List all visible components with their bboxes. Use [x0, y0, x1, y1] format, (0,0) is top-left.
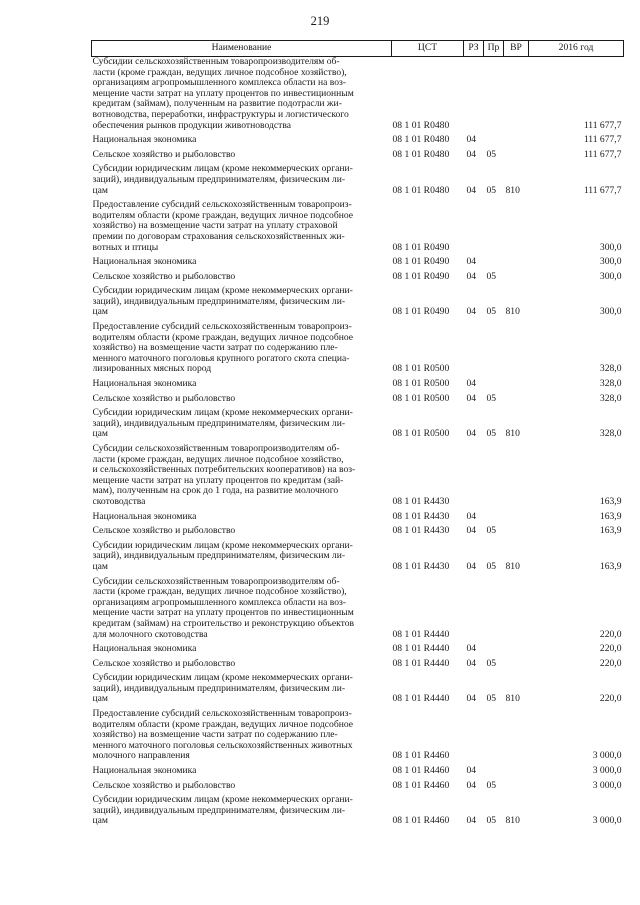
row-rz: 04: [466, 815, 477, 827]
row-name-line: ласти (кроме граждан, ведущих личное подсобное хозяйство,: [92, 454, 344, 465]
row-vr: 810: [505, 184, 520, 196]
row-name-line: Предоставление субсидий сельскохозяйственным товаропроиз-: [92, 709, 352, 720]
row-vr: [504, 777, 529, 792]
table-row: [92, 318, 624, 375]
row-sum: 220,0: [599, 657, 622, 669]
row-pr: [484, 131, 504, 146]
row-pr: 05: [486, 815, 497, 827]
row-name-line: заций), индивидуальным предпринимателям, физическим ли-: [92, 805, 346, 816]
row-name: [92, 282, 392, 318]
row-cst: 08 1 01 R4430: [392, 495, 450, 507]
row-name-line: Национальная экономика: [92, 766, 197, 777]
table-row: [92, 404, 624, 440]
row-name-line: заций), индивидуальным предпринимателям, физическим ли-: [92, 551, 346, 562]
row-pr: [484, 573, 504, 641]
table-row: [92, 762, 624, 777]
page-number: 219: [310, 14, 330, 28]
row-sum: 111 677,7: [583, 148, 622, 160]
row-cst: 08 1 01 R0490: [392, 256, 450, 268]
row-name-line: Предоставление субсидий сельскохозяйственным товаропроиз-: [92, 322, 352, 333]
row-name: [92, 762, 392, 777]
table-row: [92, 777, 624, 792]
row-cst: 08 1 01 R0490: [392, 270, 450, 282]
row-name-line: менного маточного поголовья сельскохозяйственных животных: [92, 740, 353, 751]
row-name-line: ласти (кроме граждан, ведущих личное подсобное хозяйство),: [92, 587, 347, 598]
row-name-line: Национальная экономика: [92, 644, 197, 655]
row-vr: [504, 318, 529, 375]
row-name-line: премии по договорам страхования сельскохозяйственных жи-: [92, 231, 345, 242]
row-cst: 08 1 01 R4440: [392, 657, 450, 669]
row-vr: 810: [505, 815, 520, 827]
row-name-line: мещение части затрат на уплату процентов по инвестиционным: [92, 608, 354, 619]
table-row: [92, 146, 624, 161]
row-sum: 328,0: [599, 363, 622, 375]
row-pr: [484, 375, 504, 390]
row-pr: [484, 253, 504, 268]
row-name-line: цам: [92, 816, 108, 827]
row-name-line: хозяйство) на возмещение части затрат по содержанию пле-: [92, 730, 338, 741]
table-body: [92, 57, 624, 828]
row-cst: 08 1 01 R4430: [392, 525, 450, 537]
table-row: [92, 390, 624, 405]
row-rz: 04: [466, 306, 477, 318]
row-pr: [484, 508, 504, 523]
row-rz: 04: [466, 428, 477, 440]
row-sum: 163,9: [599, 510, 622, 522]
row-cst: 08 1 01 R4460: [392, 779, 450, 791]
row-name-line: для молочного скотоводства: [92, 629, 208, 640]
row-sum: 328,0: [599, 392, 622, 404]
row-pr: [484, 762, 504, 777]
row-name: [92, 669, 392, 705]
row-pr: 05: [486, 525, 497, 537]
row-rz: 04: [466, 378, 477, 390]
row-cst: 08 1 01 R0500: [392, 428, 450, 440]
row-name-line: цам: [92, 307, 108, 318]
row-name: [92, 440, 392, 508]
row-name-line: водителям области (кроме граждан, ведущих личное подсобное: [92, 332, 354, 343]
row-vr: [504, 508, 529, 523]
row-name-line: ласти (кроме граждан, ведущих личное подсобное хозяйство),: [92, 67, 347, 78]
row-sum: 220,0: [599, 628, 622, 640]
row-name-line: водителям области (кроме граждан, ведущих личное подсобное: [92, 719, 354, 730]
table-row: [92, 537, 624, 573]
row-sum: 220,0: [599, 693, 622, 705]
row-pr: 05: [486, 657, 497, 669]
table-row: [92, 131, 624, 146]
row-name: [92, 375, 392, 390]
row-name-line: Субсидии юридическим лицам (кроме некоммерческих органи-: [92, 164, 353, 175]
row-rz: 04: [466, 779, 477, 791]
table-row: [92, 196, 624, 253]
row-rz: 04: [466, 392, 477, 404]
row-pr: [484, 318, 504, 375]
row-sum: 328,0: [599, 428, 622, 440]
row-sum: 3 000,0: [592, 779, 622, 791]
row-rz: 04: [466, 657, 477, 669]
row-name: [92, 537, 392, 573]
row-name: [92, 640, 392, 655]
row-vr: [504, 440, 529, 508]
table-row: [92, 640, 624, 655]
row-sum: 111 677,7: [583, 134, 622, 146]
row-cst: 08 1 01 R0480: [392, 119, 450, 131]
row-pr: [484, 705, 504, 762]
row-rz: 04: [466, 148, 477, 160]
row-name: [92, 390, 392, 405]
header-pr: Пр: [484, 41, 504, 57]
row-sum: 220,0: [599, 643, 622, 655]
table-row: [92, 440, 624, 508]
row-name-line: молочного направления: [92, 751, 190, 762]
row-vr: 810: [505, 560, 520, 572]
row-sum: 3 000,0: [592, 815, 622, 827]
row-sum: 300,0: [599, 256, 622, 268]
row-name: [92, 573, 392, 641]
row-name-line: Субсидии сельскохозяйственным товаропроизводителям об-: [92, 576, 340, 587]
row-rz: [464, 57, 484, 132]
row-name-line: Субсидии юридическим лицам (кроме некоммерческих органи-: [92, 408, 353, 419]
header-rz: РЗ: [464, 41, 484, 57]
table-row: [92, 268, 624, 283]
table-row: [92, 655, 624, 670]
table-row: [92, 160, 624, 196]
row-cst: 08 1 01 R4440: [392, 693, 450, 705]
row-rz: 04: [466, 270, 477, 282]
row-rz: [464, 318, 484, 375]
row-name: [92, 196, 392, 253]
row-pr: 05: [486, 693, 497, 705]
row-vr: [504, 268, 529, 283]
row-name-line: заций), индивидуальным предпринимателям, физическим ли-: [92, 418, 346, 429]
row-name-line: Субсидии юридическим лицам (кроме некоммерческих органи-: [92, 286, 353, 297]
row-name-line: заций), индивидуальным предпринимателям, физическим ли-: [92, 683, 346, 694]
row-name-line: кредитам (займам) на строительство и реконструкцию объектов: [92, 618, 355, 629]
row-cst: 08 1 01 R0500: [392, 378, 450, 390]
row-name-line: Сельское хозяйство и рыболовство: [92, 393, 236, 404]
row-pr: [484, 196, 504, 253]
row-cst: 08 1 01 R0500: [392, 363, 450, 375]
row-rz: 04: [466, 693, 477, 705]
row-name-line: мещение части затрат на уплату процентов по кредитам (зай-: [92, 475, 344, 486]
row-name-line: организациям агропромышленного комплекса области на воз-: [92, 78, 346, 89]
table-row: [92, 522, 624, 537]
row-sum: 300,0: [599, 270, 622, 282]
table-row: [92, 375, 624, 390]
row-name-line: лизированных мясных пород: [92, 364, 212, 375]
row-vr: [504, 57, 529, 132]
row-cst: 08 1 01 R4430: [392, 510, 450, 522]
row-cst: 08 1 01 R0490: [392, 241, 450, 253]
header-cst: ЦСТ: [392, 41, 464, 57]
table-row: [92, 57, 624, 132]
row-name: [92, 131, 392, 146]
row-name-line: Национальная экономика: [92, 257, 197, 268]
header-vr: ВР: [504, 41, 529, 57]
budget-table: [91, 40, 624, 827]
row-name-line: кредитам (займам), полученным на развитие подотрасли жи-: [92, 99, 342, 110]
row-pr: 05: [486, 392, 497, 404]
row-name: [92, 522, 392, 537]
row-vr: [504, 375, 529, 390]
row-name-line: мам), полученным на срок до 1 года, на развитие молочного: [92, 486, 339, 497]
row-name-line: Сельское хозяйство и рыболовство: [92, 780, 236, 791]
row-rz: [464, 573, 484, 641]
row-pr: 05: [486, 779, 497, 791]
row-pr: [484, 440, 504, 508]
row-cst: 08 1 01 R4460: [392, 750, 450, 762]
row-name-line: Национальная экономика: [92, 135, 197, 146]
row-name-line: Сельское хозяйство и рыболовство: [92, 271, 236, 282]
row-vr: 810: [505, 306, 520, 318]
table-row: [92, 508, 624, 523]
row-pr: [484, 57, 504, 132]
table-header: [92, 41, 624, 57]
row-pr: 05: [486, 306, 497, 318]
row-name-line: Сельское хозяйство и рыболовство: [92, 149, 236, 160]
row-name: [92, 791, 392, 827]
row-name: [92, 57, 392, 132]
row-sum: 163,9: [599, 495, 622, 507]
header-year: 2016 год: [529, 41, 624, 57]
row-pr: [484, 640, 504, 655]
row-cst: 08 1 01 R4460: [392, 765, 450, 777]
row-name-line: водителям области (кроме граждан, ведущих личное подсобное: [92, 210, 354, 221]
row-pr: 05: [486, 428, 497, 440]
row-name-line: организациям агропромышленного комплекса области на воз-: [92, 597, 346, 608]
row-cst: 08 1 01 R4430: [392, 560, 450, 572]
row-vr: [504, 146, 529, 161]
row-name: [92, 146, 392, 161]
row-sum: 3 000,0: [592, 750, 622, 762]
row-name: [92, 404, 392, 440]
row-name-line: Национальная экономика: [92, 511, 197, 522]
row-cst: 08 1 01 R0490: [392, 306, 450, 318]
row-name-line: менного маточного поголовья крупного рогатого скота специа-: [92, 353, 350, 364]
row-pr: 05: [486, 270, 497, 282]
row-rz: 04: [466, 134, 477, 146]
row-vr: [504, 573, 529, 641]
row-name-line: вотноводства, переработки, инфраструктуры и логистического: [92, 109, 349, 120]
row-pr: 05: [486, 184, 497, 196]
row-rz: 04: [466, 256, 477, 268]
row-sum: 3 000,0: [592, 765, 622, 777]
row-cst: 08 1 01 R4460: [392, 815, 450, 827]
row-name-line: скотоводства: [92, 496, 146, 507]
row-vr: [504, 253, 529, 268]
row-name-line: Субсидии сельскохозяйственным товаропроизводителям об-: [92, 444, 340, 454]
row-name-line: вотных и птицы: [92, 242, 159, 253]
row-name: [92, 655, 392, 670]
row-name: [92, 777, 392, 792]
row-rz: [464, 440, 484, 508]
row-name: [92, 268, 392, 283]
row-name-line: цам: [92, 185, 108, 196]
row-name-line: хозяйство) на возмещение части затрат по содержанию пле-: [92, 343, 338, 354]
row-rz: 04: [466, 510, 477, 522]
row-vr: [504, 196, 529, 253]
row-name-line: Сельское хозяйство и рыболовство: [92, 526, 236, 537]
row-cst: 08 1 01 R0480: [392, 134, 450, 146]
row-name-line: Сельское хозяйство и рыболовство: [92, 658, 236, 669]
row-name: [92, 318, 392, 375]
row-rz: [464, 705, 484, 762]
row-name: [92, 253, 392, 268]
row-name-line: Предоставление субсидий сельскохозяйственным товаропроиз-: [92, 200, 352, 211]
row-vr: [504, 655, 529, 670]
header-name: Наименование: [92, 41, 392, 57]
row-name-line: цам: [92, 561, 108, 572]
table-row: [92, 705, 624, 762]
row-sum: 300,0: [599, 306, 622, 318]
row-sum: 328,0: [599, 378, 622, 390]
row-sum: 163,9: [599, 560, 622, 572]
row-rz: 04: [466, 184, 477, 196]
row-name-line: мещение части затрат на уплату процентов по инвестиционным: [92, 88, 354, 99]
table-row: [92, 573, 624, 641]
row-name: [92, 160, 392, 196]
row-cst: 08 1 01 R4440: [392, 643, 450, 655]
table-row: [92, 253, 624, 268]
row-rz: 04: [466, 643, 477, 655]
row-vr: [504, 705, 529, 762]
row-vr: [504, 522, 529, 537]
table-row: [92, 282, 624, 318]
row-name-line: хозяйство) на возмещение части затрат на уплату страховой: [92, 221, 338, 232]
row-name-line: Субсидии юридическим лицам (кроме некоммерческих органи-: [92, 540, 353, 551]
row-vr: 810: [505, 428, 520, 440]
row-name-line: Национальная экономика: [92, 379, 197, 390]
row-name-line: заций), индивидуальным предпринимателям, физическим ли-: [92, 174, 346, 185]
row-rz: 04: [466, 560, 477, 572]
row-rz: [464, 196, 484, 253]
row-cst: 08 1 01 R0500: [392, 392, 450, 404]
row-name-line: Субсидии сельскохозяйственным товаропроизводителям об-: [92, 57, 340, 67]
row-cst: 08 1 01 R0480: [392, 184, 450, 196]
row-name: [92, 508, 392, 523]
row-name-line: заций), индивидуальным предпринимателям, физическим ли-: [92, 296, 346, 307]
row-vr: [504, 131, 529, 146]
table-row: [92, 791, 624, 827]
row-name-line: Субсидии юридическим лицам (кроме некоммерческих органи-: [92, 795, 353, 806]
row-rz: 04: [466, 525, 477, 537]
row-vr: 810: [505, 693, 520, 705]
row-vr: [504, 762, 529, 777]
row-pr: 05: [486, 560, 497, 572]
row-cst: 08 1 01 R0480: [392, 148, 450, 160]
row-vr: [504, 390, 529, 405]
row-name-line: цам: [92, 429, 108, 440]
row-name-line: цам: [92, 694, 108, 705]
row-cst: 08 1 01 R4440: [392, 628, 450, 640]
table-row: [92, 669, 624, 705]
row-name: [92, 705, 392, 762]
row-rz: 04: [466, 765, 477, 777]
row-pr: 05: [486, 148, 497, 160]
row-sum: 300,0: [599, 241, 622, 253]
row-sum: 163,9: [599, 525, 622, 537]
row-name-line: Субсидии юридическим лицам (кроме некоммерческих органи-: [92, 673, 353, 684]
row-sum: 111 677,7: [583, 184, 622, 196]
row-name-line: и сельскохозяйственных потребительских кооперативов) на воз-: [92, 465, 356, 476]
row-vr: [504, 640, 529, 655]
row-sum: 111 677,7: [583, 119, 622, 131]
row-name-line: обеспечения рынков продукции животноводства: [92, 120, 291, 131]
